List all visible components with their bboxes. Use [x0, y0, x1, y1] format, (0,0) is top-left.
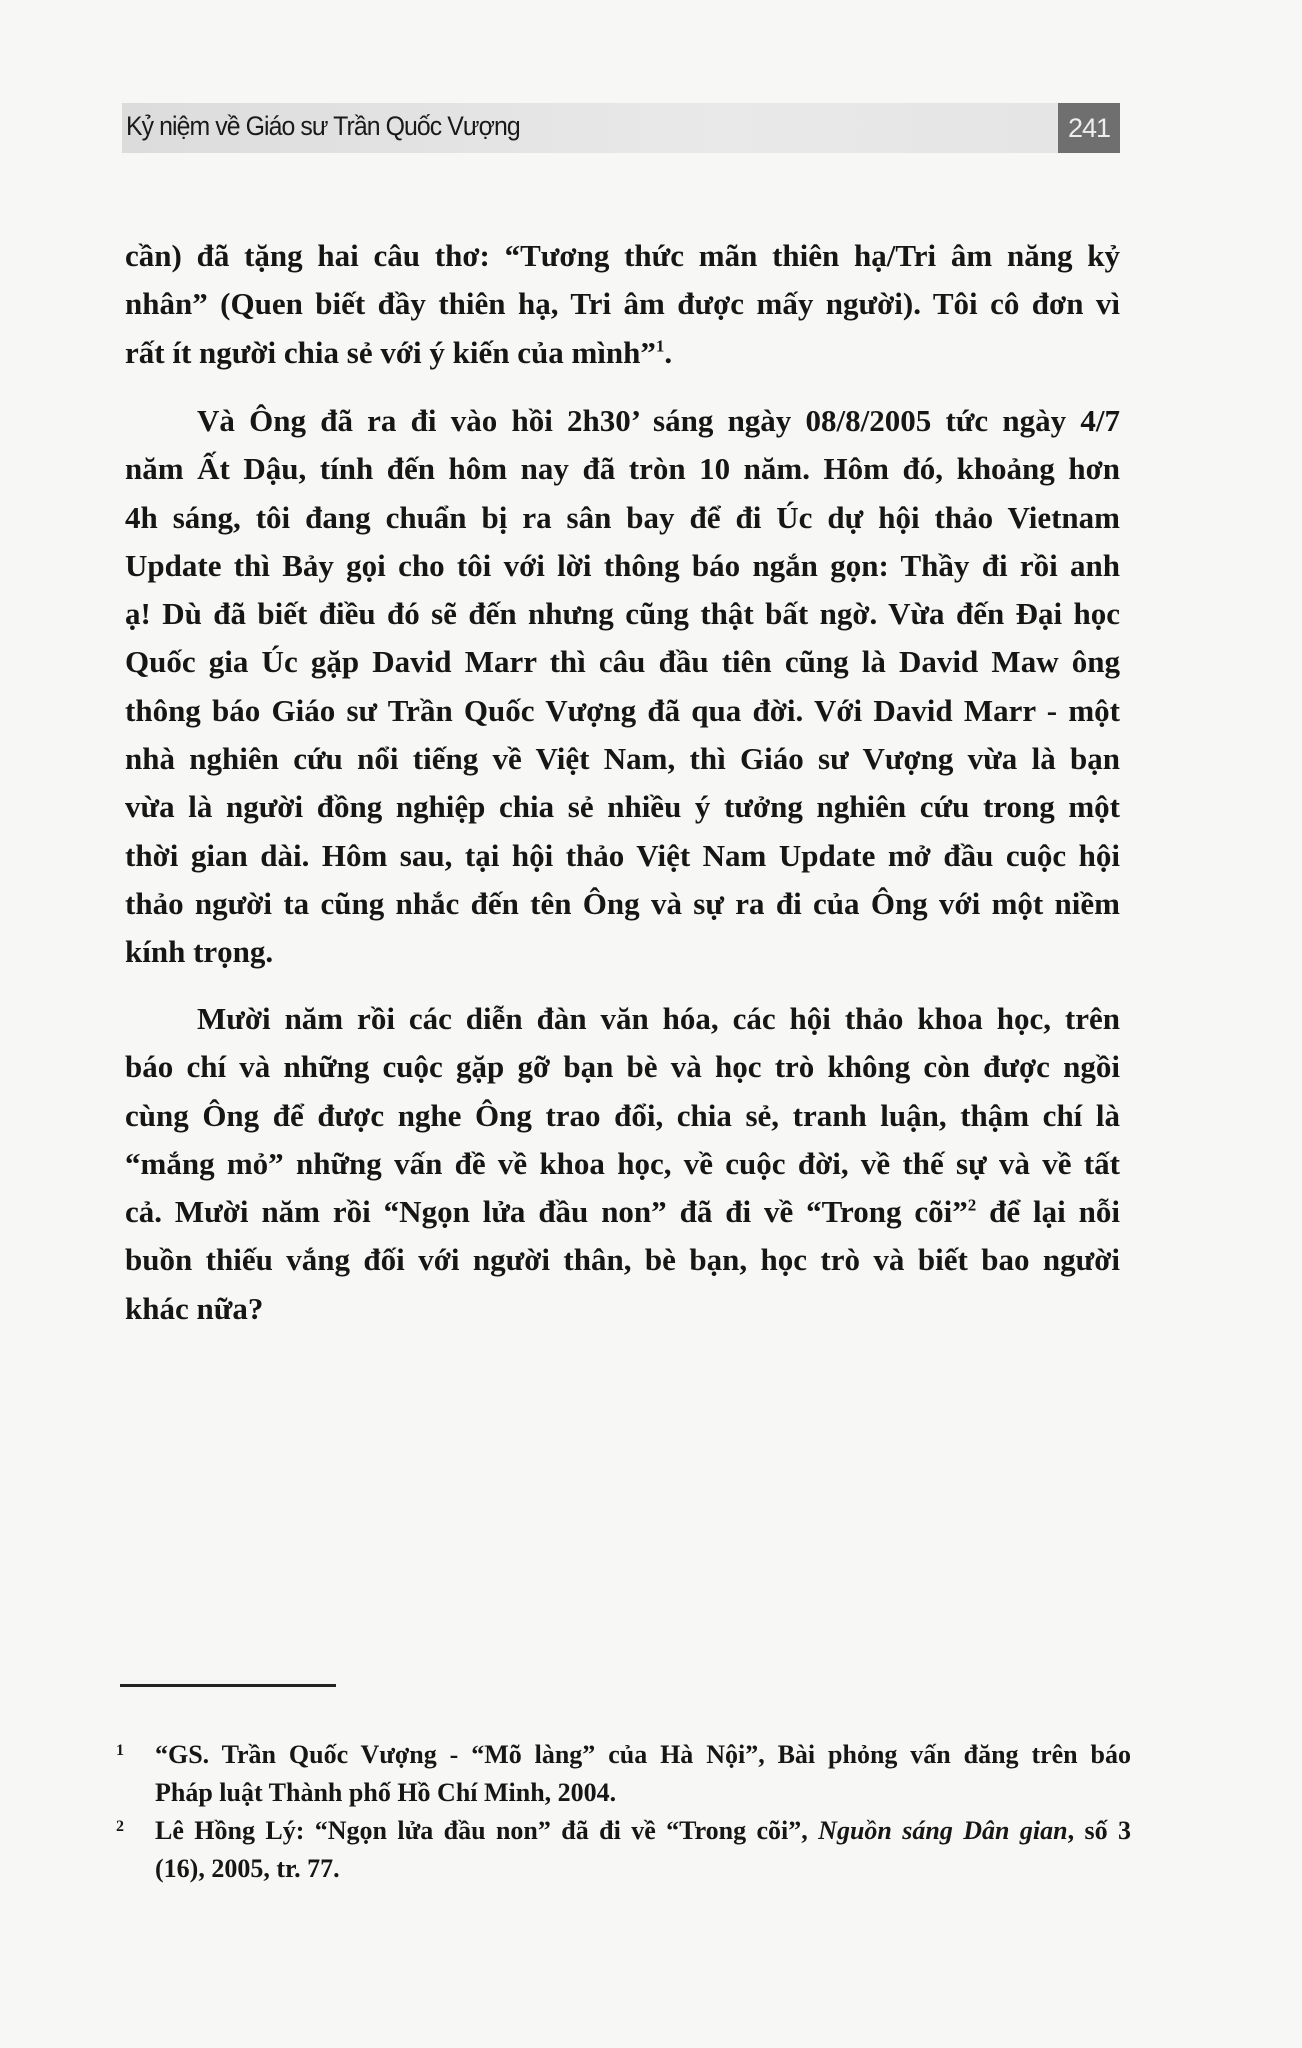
text-line: 4h sáng, tôi đang chuẩn bị ra sân bay để đi Úc dự hội thảo Vietnam	[125, 499, 1120, 535]
footnote-line	[155, 1812, 1131, 1850]
footnote-ref: 1	[655, 336, 665, 356]
footnote-ref: 2	[967, 1195, 977, 1215]
text-line: Update thì Bảy gọi cho tôi với lời thông báo ngắn gọn: Thầy đi rồi anh	[125, 547, 1120, 583]
text-span: .	[664, 334, 673, 370]
text-line: Mười năm rồi các diễn đàn văn hóa, các hội thảo khoa học, trên	[197, 1001, 1120, 1036]
text-line: “mắng mỏ” những vấn đề về khoa học, về cuộc đời, về thế sự và về tất	[125, 1145, 1120, 1181]
text-line: nhân” (Quen biết đầy thiên hạ, Tri âm được mấy người). Tôi cô đơn vì	[125, 286, 1120, 322]
text-line: buồn thiếu vắng đối với người thân, bè bạn, học trò và biết bao người	[125, 1242, 1120, 1278]
text-line: thời gian dài. Hôm sau, tại hội thảo Việt Nam Update mở đầu cuộc hội	[125, 837, 1120, 873]
text-line: nhà nghiên cứu nổi tiếng về Việt Nam, thì Giáo sư Vượng vừa là bạn	[125, 741, 1120, 777]
paragraph-1	[125, 232, 1120, 377]
text-line	[125, 329, 1120, 377]
footnote-line: Pháp luật Thành phố Hồ Chí Minh, 2004.	[155, 1778, 617, 1807]
text-line: Quốc gia Úc gặp David Marr thì câu đầu tiên cũng là David Maw ông	[125, 644, 1120, 680]
footnote-number: 2	[116, 1818, 124, 1835]
text-span: Lê Hồng Lý: “Ngọn lửa đầu non” đã đi về “Trong cõi”,	[155, 1816, 819, 1845]
text-line: vừa là người đồng nghiệp chia sẻ nhiều ý tưởng nghiên cứu trong một	[125, 789, 1120, 825]
text-line: báo chí và những cuộc gặp gỡ bạn bè và học trò không còn được ngồi	[125, 1049, 1120, 1085]
text-line: năm Ất Dậu, tính đến hôm nay đã tròn 10 năm. Hôm đó, khoảng hơn	[125, 451, 1120, 487]
footnote-divider	[120, 1684, 336, 1687]
footnote-text	[155, 1736, 1131, 1812]
text-line: Và Ông đã ra đi vào hồi 2h30’ sáng ngày 08/8/2005 tức ngày 4/7	[197, 403, 1120, 438]
footnote-line: (16), 2005, tr. 77.	[155, 1854, 340, 1883]
source-title: Nguồn sáng Dân gian	[818, 1816, 1068, 1845]
text-span: , số 3	[1067, 1816, 1131, 1845]
text-line	[125, 1188, 1120, 1236]
footnote-number: 1	[116, 1742, 124, 1759]
footnote-text	[155, 1812, 1131, 1888]
text-span: rất ít người chia sẻ với ý kiến của mình”	[125, 334, 656, 370]
running-header	[122, 103, 1120, 153]
paragraph-2	[125, 397, 1120, 977]
text-line: ạ! Dù đã biết điều đó sẽ đến nhưng cũng thật bất ngờ. Vừa đến Đại học	[125, 596, 1120, 632]
paragraph-3	[125, 995, 1120, 1333]
text-span: cả. Mười năm rồi “Ngọn lửa đầu non” đã đi về “Trong cõi”	[125, 1194, 968, 1230]
text-line: kính trọng.	[125, 934, 274, 970]
text-line: thông báo Giáo sư Trần Quốc Vượng đã qua đời. Với David Marr - một	[125, 692, 1120, 728]
footnote-line: “GS. Trần Quốc Vượng - “Mõ làng” của Hà Nội”, Bài phỏng vấn đăng trên báo	[155, 1740, 1131, 1769]
text-line: cùng Ông để được nghe Ông trao đổi, chia sẻ, tranh luận, thậm chí là	[125, 1097, 1120, 1133]
page-number: 241	[1058, 103, 1120, 153]
text-line: khác nữa?	[125, 1290, 264, 1326]
text-line: cần) đã tặng hai câu thơ: “Tương thức mãn thiên hạ/Tri âm năng kỷ	[125, 238, 1120, 273]
text-span: để lại nỗi	[976, 1194, 1120, 1230]
text-line: thảo người ta cũng nhắc đến tên Ông và sự ra đi của Ông với một niềm	[125, 885, 1120, 921]
running-header-title: Kỷ niệm về Giáo sư Trần Quốc Vượng	[126, 111, 520, 141]
